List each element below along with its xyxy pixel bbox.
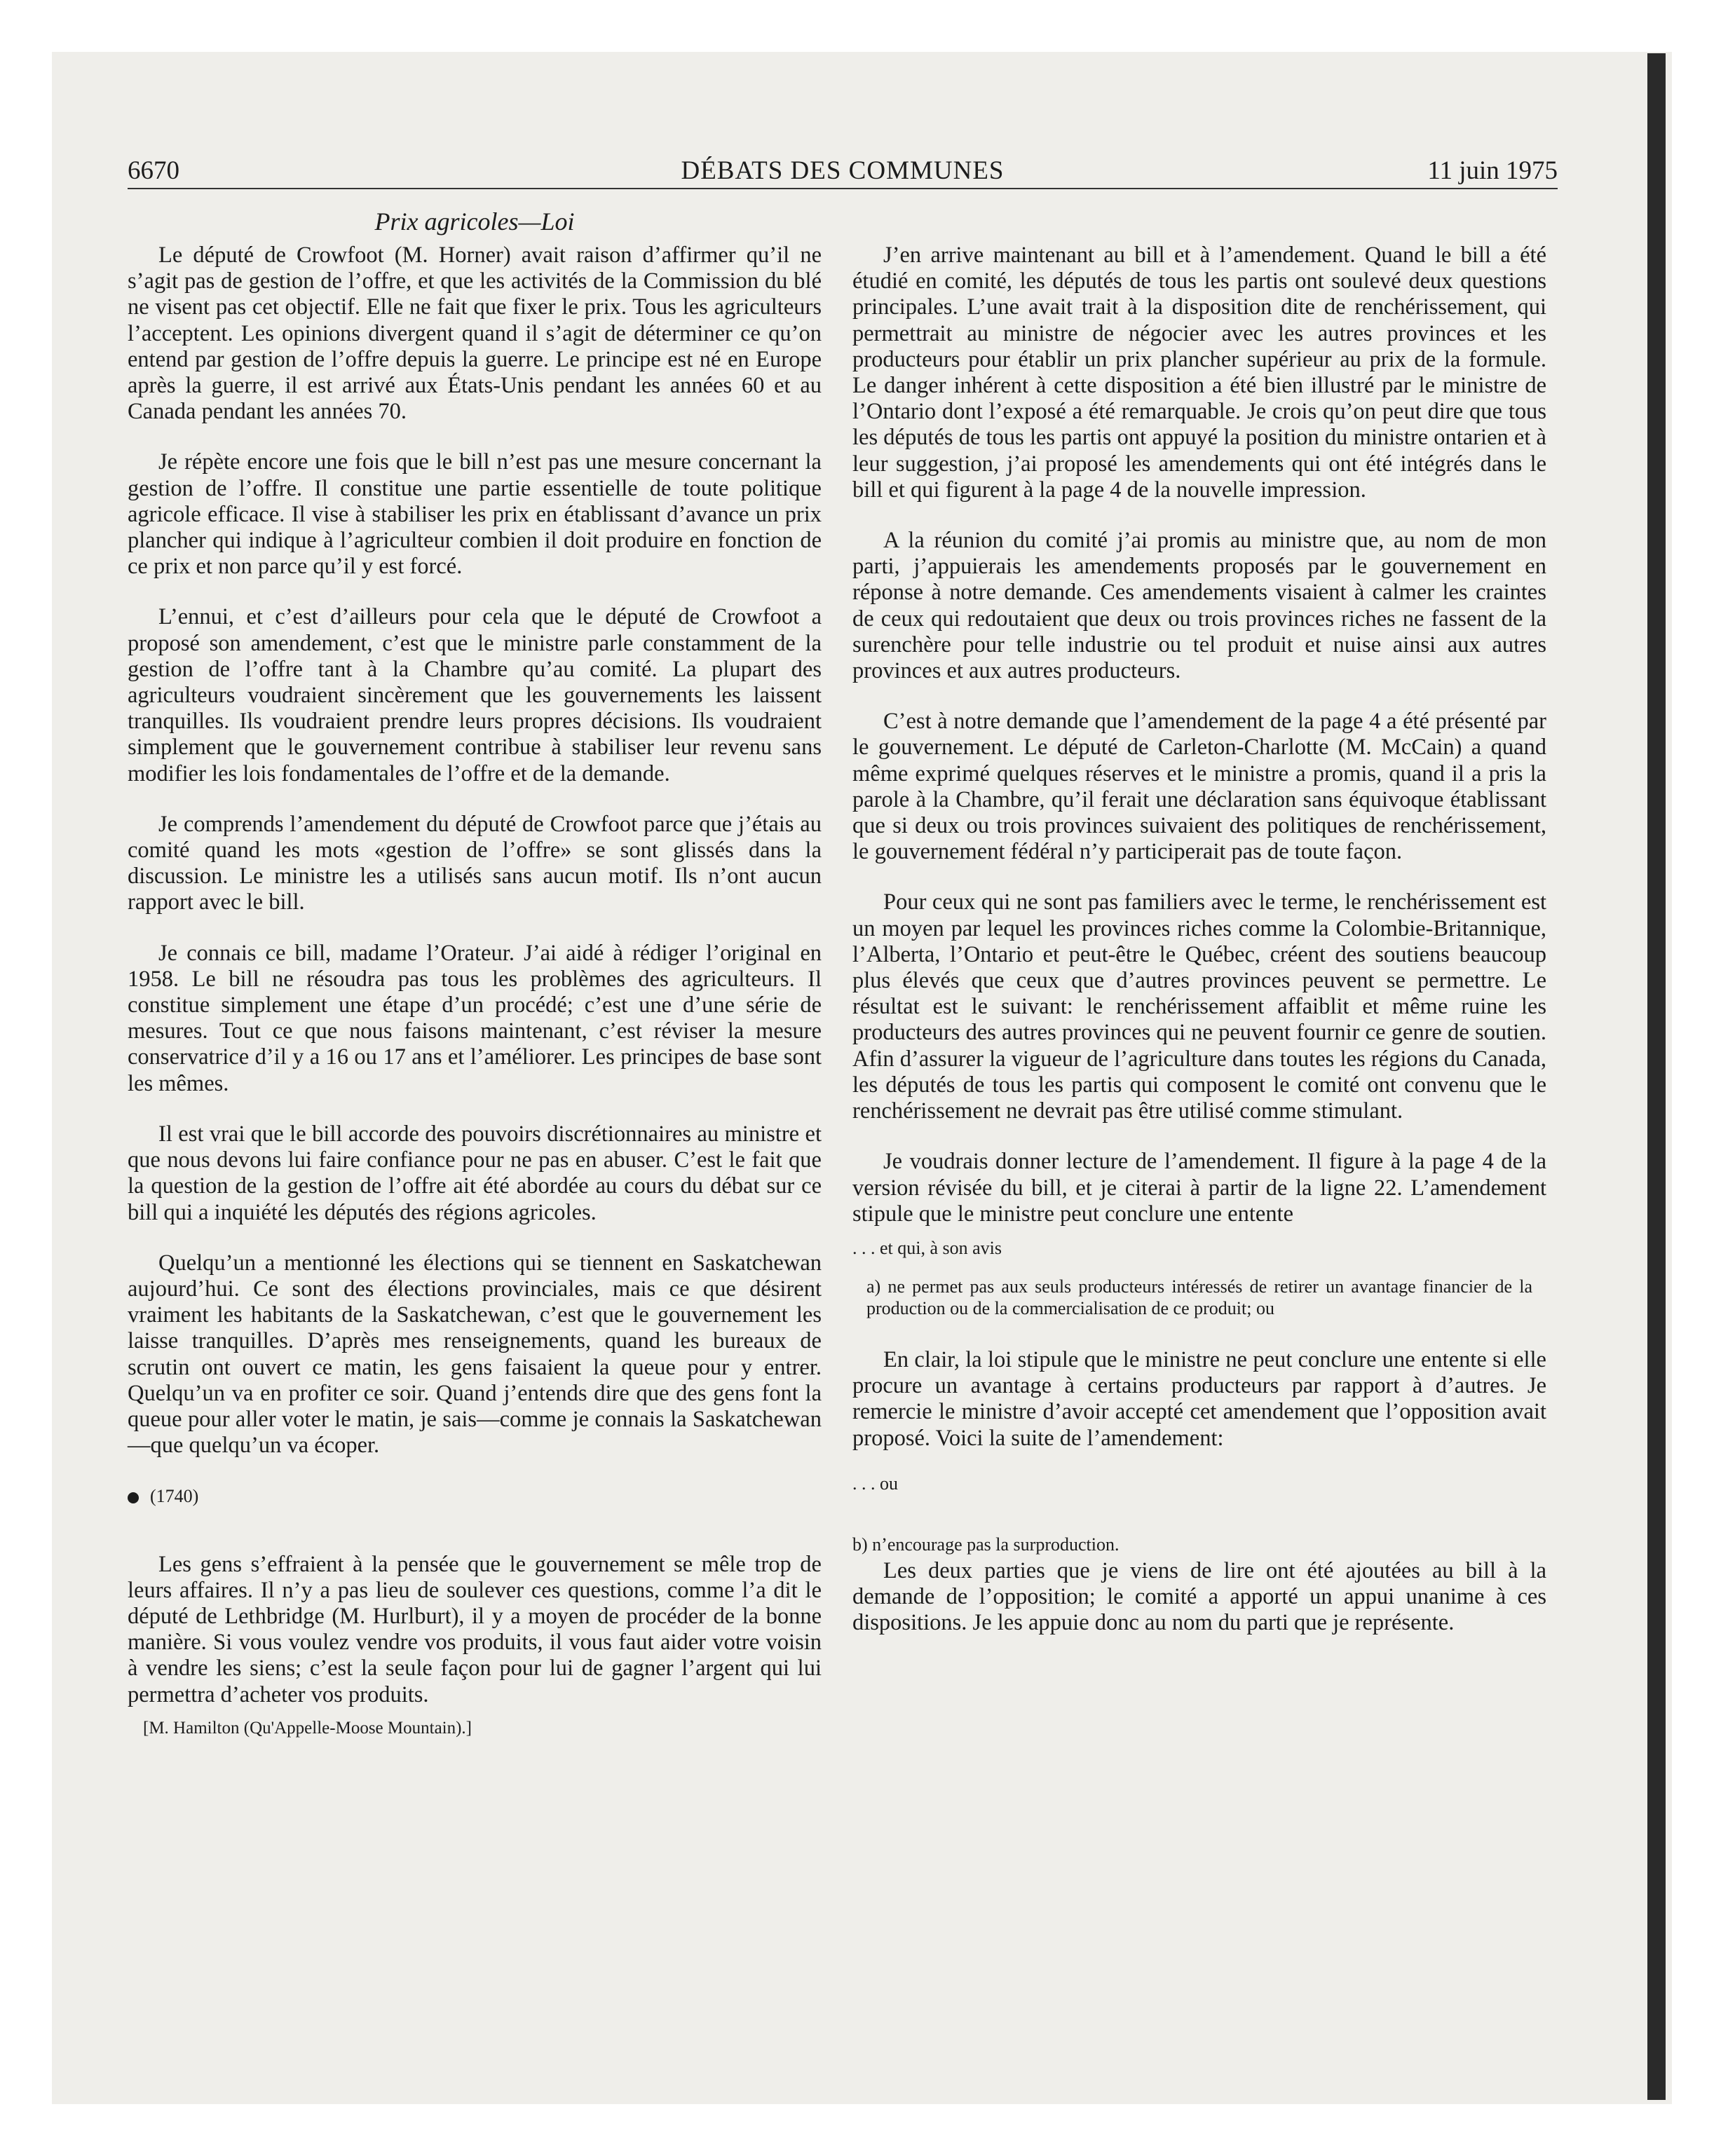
publication-title: DÉBATS DES COMMUNES [681, 156, 1005, 185]
left-column [128, 243, 822, 1763]
section-title: Prix agricoles—Loi [374, 207, 575, 236]
paragraph: Il est vrai que le bill accorde des pouvoirs discrétionnaires au ministre et que nous devons lui faire confiance pour ne pas en abuser. C’est le fait que la question de la gestion de l’offre ait été abordée au cours du débat sur ce bill qui a inquiété les députés des régions agricoles. [128, 1121, 822, 1225]
paragraph: Les deux parties que je viens de lire ont été ajoutées au bill à la demande de l’opposition; le comité a apporté un appui unanime à ces dispositions. Je les appuie donc au nom du parti que je représente. [852, 1557, 1546, 1636]
paragraph: Pour ceux qui ne sont pas familiers avec le terme, le renchérissement est un moyen par lequel les provinces riches comme la Colombie-Britannique, l’Alberta, l’Ontario et peut-être le Québec, créent des soutiens beaucoup plus élevés que ceux que d’autres provinces peuvent se permettre. Le résultat est le suivant: le renchérissement affaiblit et même ruine les producteurs des autres provinces qui ne peuvent fournir ce genre de soutien. Afin d’assurer la vigueur de l’agriculture dans toutes les régions du Canada, les députés de tous les partis qui composent le comité ont convenu que le renchérissement ne devrait pas être utilisé comme stimulant. [852, 889, 1546, 1124]
quoted-text: . . . ou [852, 1473, 898, 1494]
quoted-text: . . . et qui, à son avis [852, 1237, 1002, 1258]
paragraph: J’en arrive maintenant au bill et à l’amendement. Quand le bill a été étudié en comité, les députés de tous les partis ont soulevé deux questions principales. L’une avait trait à la disposition dite de renchérissement, qui permettrait au ministre de négocier avec les autres provinces et les producteurs pour établir un prix plancher supérieur au prix de la formule. Le danger inhérent à cette disposition a été bien illustré par le ministre de l’Ontario dont l’exposé a été remarquable. Je crois qu’on peut dire que tous les députés de tous les partis ont appuyé la position du ministre ontarien et à leur suggestion, j’ai proposé les amendements qui ont été intégrés dans le bill et qui figurent à la page 4 de la nouvelle impression. [852, 243, 1546, 503]
scan-edge-shadow [1647, 53, 1666, 2100]
paragraph: Je comprends l’amendement du député de Crowfoot parce que j’étais au comité quand les mots «gestion de l’offre» se sont glissés dans la discussion. Le ministre les a utilisés sans aucun motif. Ils n’ont aucun rapport avec le bill. [128, 811, 822, 915]
speaker-attribution: [M. Hamilton (Qu'Appelle-Moose Mountain).] [143, 1718, 472, 1738]
paragraph: Le député de Crowfoot (M. Horner) avait raison d’affirmer qu’il ne s’agit pas de gestion de l’offre, et que les activités de la Commission du blé ne visent pas cet objectif. Elle ne fait que fixer le prix. Tous les agriculteurs l’acceptent. Les opinions divergent quand il s’agit de déterminer ce qu’on entend par gestion de l’offre depuis la guerre. Le principe est né en Europe après la guerre, il est arrivé aux États-Unis pendant les années 60 et au Canada pendant les années 70. [128, 243, 822, 425]
right-column [852, 243, 1546, 1660]
paragraph: Je répète encore une fois que le bill n’est pas une mesure concernant la gestion de l’offre. Il constitue une partie essentielle de toute politique agricole efficace. Il vise à stabiliser les prix en établissant d’avance un prix plancher qui indique à l’agriculteur combien il doit produire en fonction de ce prix et non parce qu’il y est forcé. [128, 449, 822, 580]
paragraph: Je voudrais donner lecture de l’amendement. Il figure à la page 4 de la version révisée du bill, et je citerai à partir de la ligne 22. L’amendement stipule que le ministre peut conclure une entente [852, 1149, 1546, 1227]
quoted-clause-a: a) ne permet pas aux seuls producteurs intéressés de retirer un avantage financier de la production ou de la commercialisation de ce produit; ou [866, 1276, 1532, 1318]
paragraph: Je connais ce bill, madame l’Orateur. J’ai aidé à rédiger l’original en 1958. Le bill ne résoudra pas tous les problèmes des agriculteurs. Il constitue simplement une étape d’un procédé; c’est une d’une série de mesures. Tout ce que nous faisons maintenant, c’est réviser la mesure conservatrice d’il y a 16 ou 17 ans et l’améliorer. Les principes de base sont les mêmes. [128, 940, 822, 1096]
paragraph: A la réunion du comité j’ai promis au ministre que, au nom de mon parti, j’appuierais les amendements proposés par le gouvernement en réponse à notre demande. Ces amendements visaient à calmer les craintes de ceux qui redoutaient que deux ou trois provinces riches ne fassent de la surenchère pour telle industrie ou tel produit et nuise ainsi aux autres provinces et aux autres producteurs. [852, 528, 1546, 684]
page-number: 6670 [128, 156, 179, 185]
quoted-clause-b: b) n’encourage pas la surproduction. [852, 1534, 1120, 1555]
paragraph: L’ennui, et c’est d’ailleurs pour cela que le député de Crowfoot a proposé son amendement, c’est que le ministre parle constamment de la gestion de l’offre tant à la Chambre qu’au comité. La plupart des agriculteurs voudraient sincèrement que les gouvernements les laissent tranquilles. Ils voudraient prendre leurs propres décisions. Ils voudraient simplement que le gouvernement contribue à stabiliser leur revenu sans modifier les lois fondamentales de l’offre et de la demande. [128, 604, 822, 786]
page-header [128, 156, 1558, 189]
bullet-icon [128, 1492, 139, 1503]
paragraph: Quelqu’un a mentionné les élections qui se tiennent en Saskatchewan aujourd’hui. Ce sont des élections provinciales, mais ce que désirent vraiment les habitants de la Saskatchewan, c’est que le gouvernement les laisse tranquilles. D’après mes renseignements, quand les bureaux de scrutin ont ouvert ce matin, les gens faisaient la queue pour y entrer. Quelqu’un va en profiter ce soir. Quand j’entends dire que des gens font la queue pour aller voter le matin, je sais—comme je connais la Saskatchewan—que quelqu’un va écoper. [128, 1250, 822, 1459]
publication-date: 11 juin 1975 [1427, 156, 1558, 185]
time-marker [128, 1483, 822, 1509]
paragraph: C’est à notre demande que l’amendement de la page 4 a été présenté par le gouvernement. Le député de Carleton-Charlotte (M. McCain) a quand même exprimé quelques réserves et le ministre a promis, quand il a pris la parole à la Chambre, qu’il ferait une déclaration sans équivoque établissant que si deux ou trois provinces suivaient des politiques de renchérissement, le gouvernement fédéral n’y participerait pas de toute façon. [852, 709, 1546, 865]
paragraph: Les gens s’effraient à la pensée que le gouvernement se mêle trop de leurs affaires. Il n’y a pas lieu de soulever ces questions, comme l’a dit le député de Lethbridge (M. Hurlburt), il y a moyen de procéder de la bonne manière. Si vous voulez vendre vos produits, il vous faut aider votre voisin à vendre les siens; c’est la seule façon pour lui de gagner l’argent qui lui permettra d’acheter vos produits. [128, 1551, 822, 1707]
paragraph: En clair, la loi stipule que le ministre ne peut conclure une entente si elle procure un avantage à certains producteurs par rapport à d’autres. Je remercie le ministre d’avoir accepté cet amendement que l’opposition avait proposé. Voici la suite de l’amendement: [852, 1346, 1546, 1451]
time-marker-text: (1740) [150, 1486, 199, 1507]
